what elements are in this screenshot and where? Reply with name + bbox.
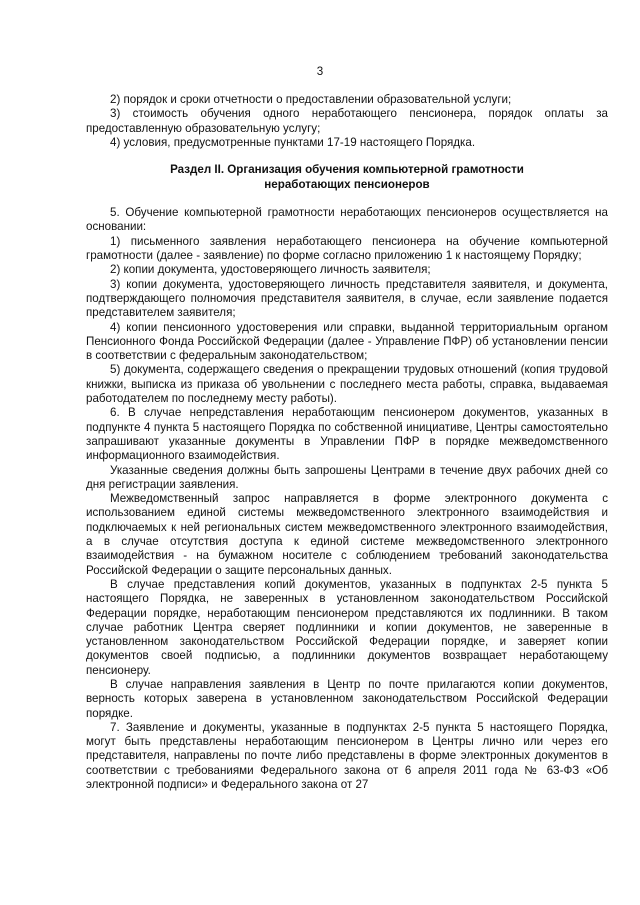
paragraph-5-4: 4) копии пенсионного удостоверения или справки, выданной территориальным органом Пенсионного Фонда Российской Федерации (далее - Управление ПФР) об установлении пенсии в соответствии с федеральным законодательством; [86, 320, 608, 363]
paragraph-intro-4: 4) условия, предусмотренные пунктами 17-19 настоящего Порядка. [110, 135, 476, 149]
section-title [86, 162, 608, 192]
paragraph-6-deadline: Указанные сведения должны быть запрошены Центрами в течение двух рабочих дней со дня регистрации заявления. [86, 463, 608, 491]
section-title-line-1: Раздел II. Организация обучения компьютерной грамотности [170, 163, 524, 177]
paragraph-6-copies: В случае представления копий документов, указанных в подпунктах 2-5 пункта 5 настоящего Порядка, не заверенных в установленном законодательством Российской Федерации порядке, неработающим пенсионером представляются их подлинники. В таком случае работник Центра сверяет подлинники и копии документов, не заверенные в установленном законодательством Российской Федерации порядке, и заверяет копии документов своей подписью, а подлинники документов возвращает неработающему пенсионеру. [86, 577, 608, 677]
paragraph-intro-3: 3) стоимость обучения одного неработающего пенсионера, порядок оплаты за предоставленную образовательную услугу; [86, 107, 608, 135]
paragraph-5-1: 1) письменного заявления неработающего пенсионера на обучение компьютерной грамотности (далее - заявление) по форме согласно приложению 1 к настоящему Порядку; [86, 234, 608, 263]
section-title-line-2: неработающих пенсионеров [264, 178, 430, 192]
paragraph-5-3: 3) копии документа, удостоверяющего личность представителя заявителя, и документа, подтверждающего полномочия представителя заявителя, в случае, если заявление подается представителем заявителя; [86, 277, 608, 320]
paragraph-intro-2: 2) порядок и сроки отчетности о предоставлении образовательной услуги; [110, 93, 512, 106]
paragraph-6-interagency-request: Межведомственный запрос направляется в форме электронного документа с использованием единой системы межведомственного электронного взаимодействия и подключаемых к ней региональных систем межведомственного электронного взаимодействия, а в случае отсутствия доступа к единой системе межведомственного электронного взаимодействия - на бумажном носителе с соблюдением требований законодательства Российской Федерации о защите персональных данных. [86, 492, 608, 577]
paragraph-7: 7. Заявление и документы, указанные в подпунктах 2-5 пункта 5 настоящего Порядка, могут быть представлены неработающим пенсионером в Центры лично или через его представителя, направлены по почте либо представлены в форме электронных документов в соответствии с требованиями Федерального закона от 6 апреля 2011 года № 63-ФЗ «Об электронной подписи» и Федерального закона от 27 [86, 720, 608, 792]
paragraph-6-mail: В случае направления заявления в Центр по почте прилагаются копии документов, верность которых заверена в установленном законодательством Российской Федерации порядке. [86, 677, 608, 720]
paragraph-5: 5. Обучение компьютерной грамотности неработающих пенсионеров осуществляется на основании: [86, 206, 608, 234]
document-body [86, 93, 608, 792]
paragraph-5-2: 2) копии документа, удостоверяющего личность заявителя; [110, 263, 431, 277]
paragraph-6: 6. В случае непредставления неработающим пенсионером документов, указанных в подпункте 4 пункта 5 настоящего Порядка по собственной инициативе, Центры самостоятельно запрашивают указанные документы в Управлении ПФР в порядке межведомственного информационного взаимодействия. [86, 406, 608, 463]
page-number: 3 [316, 65, 324, 78]
paragraph-5-5: 5) документа, содержащего сведения о прекращении трудовых отношений (копия трудовой книжки, выписка из приказа об увольнении с последнего места работы, справка, выдаваемая работодателем по последнему месту работы). [86, 363, 608, 406]
